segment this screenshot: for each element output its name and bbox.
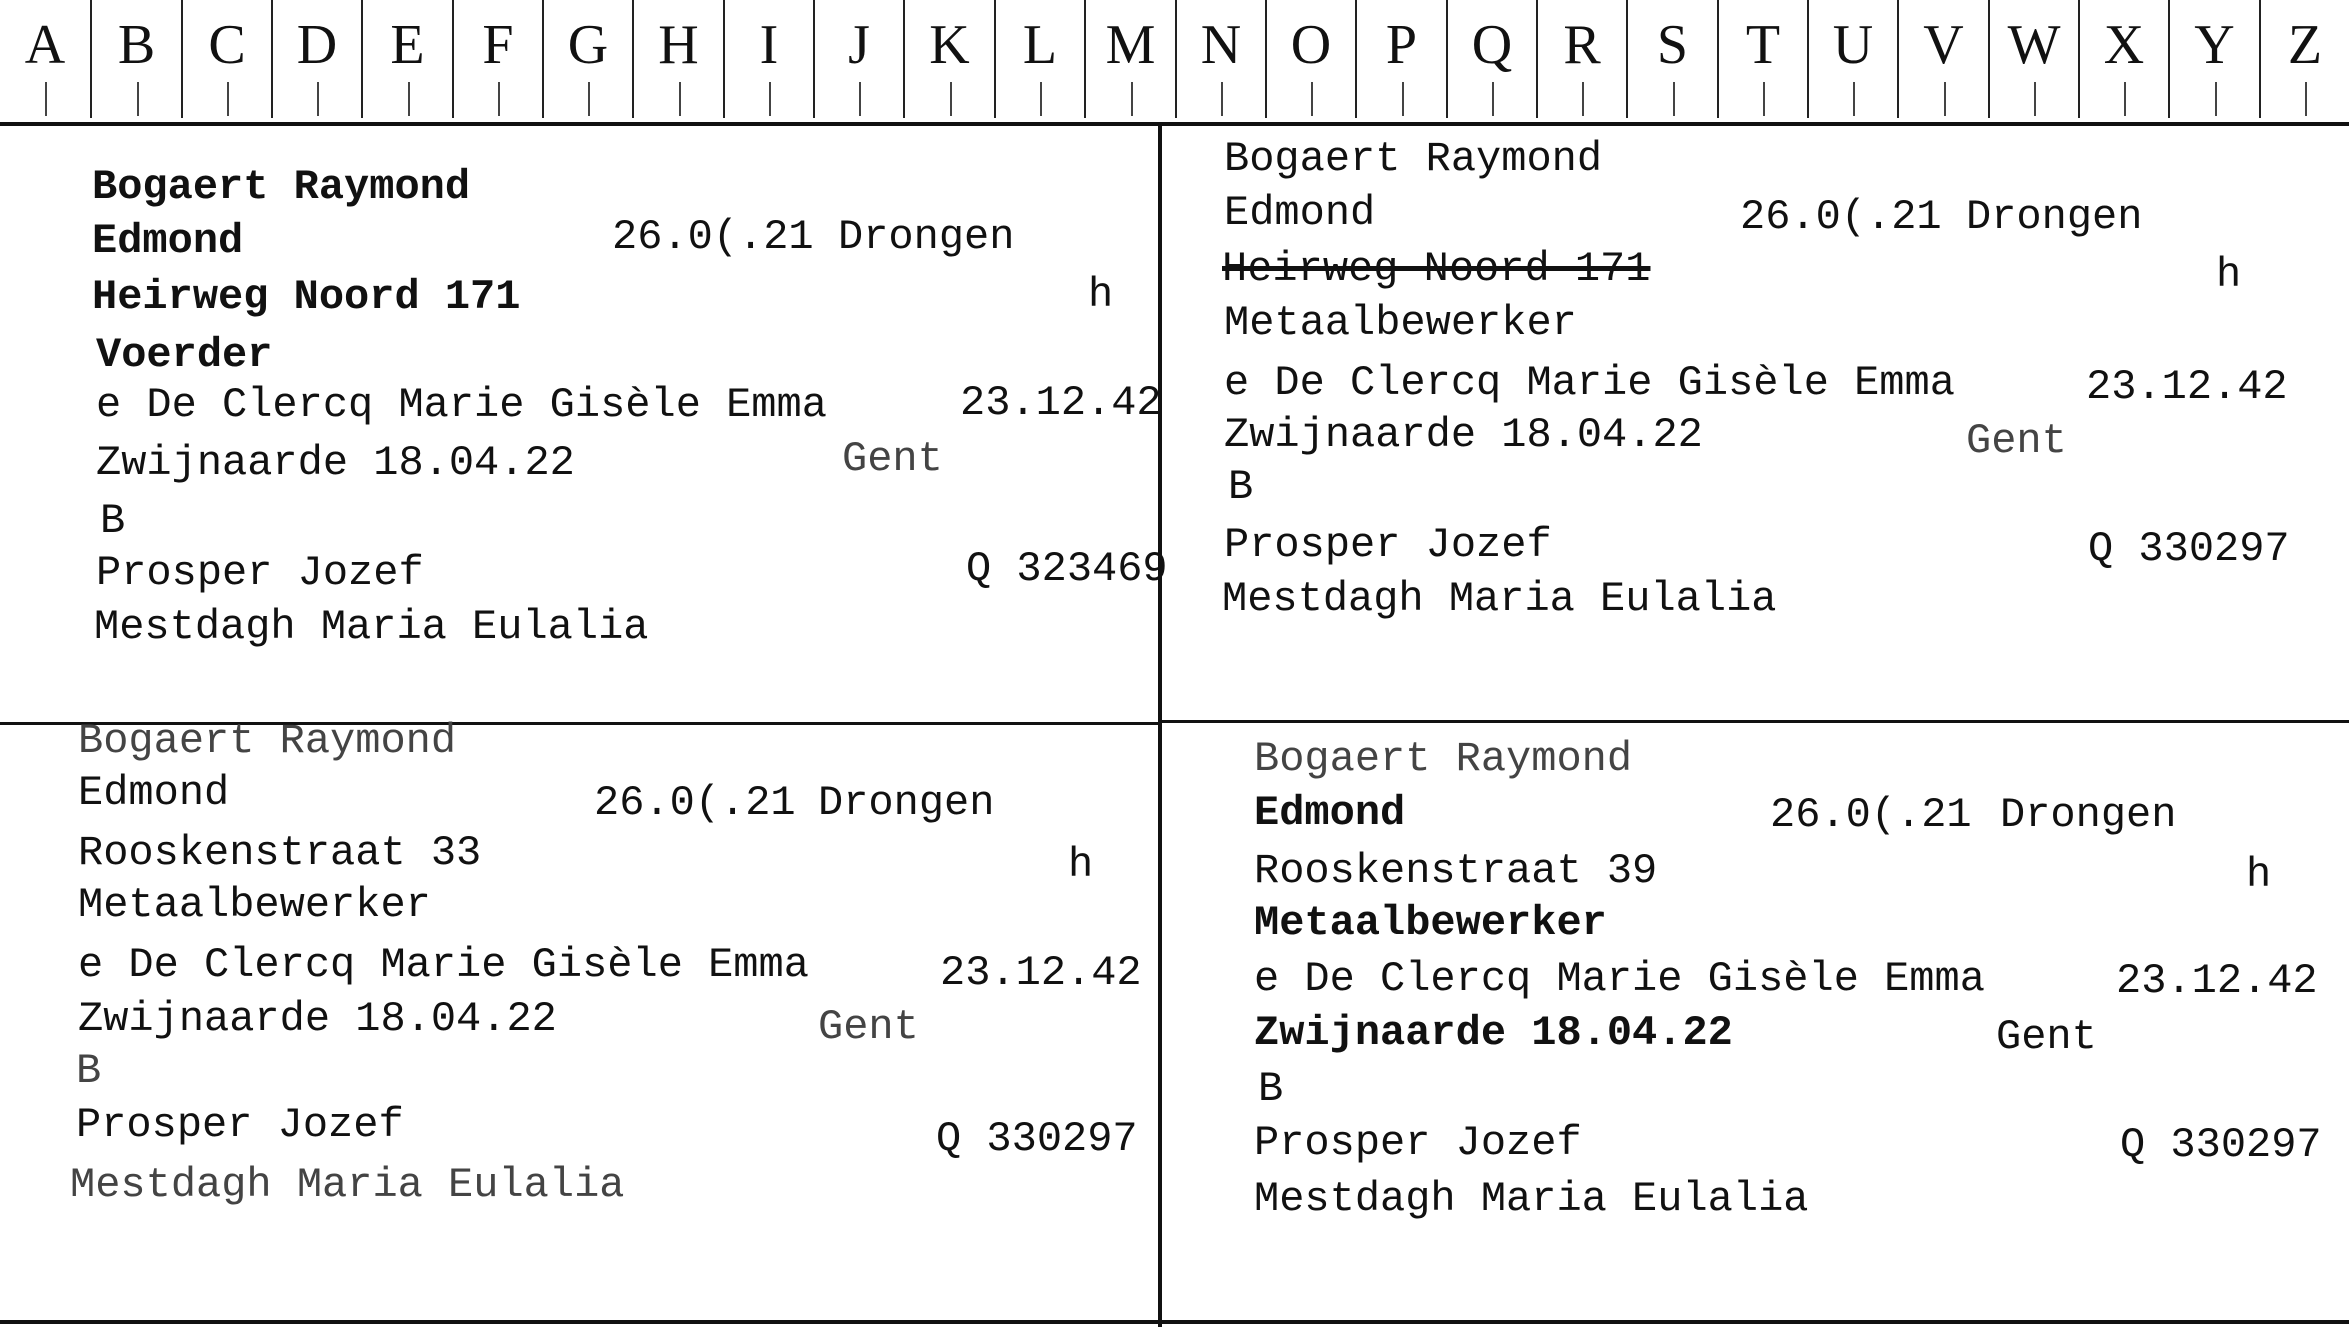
card-sex: h [1068,841,1094,889]
alphabet-tab-l [994,0,1084,118]
alphabet-tab-h [632,0,723,118]
alphabet-tick [950,82,952,116]
card-given-name: Edmond [92,217,244,265]
card-occupation: Metaalbewerker [1254,899,1607,947]
alphabet-letter: H [658,14,699,76]
alphabet-letter: X [2103,14,2145,76]
alphabet-letter: O [1290,14,1332,76]
alphabet-tick [2034,82,2036,116]
alphabet-letter: U [1832,14,1874,76]
alphabet-tick [1131,82,1133,116]
alphabet-tab-g [542,0,632,118]
card-birth-place: Drongen [818,779,995,827]
alphabet-tab-j [813,0,903,118]
alphabet-tab-d [271,0,361,118]
card-marriage-date: 23.12.42 [960,379,1162,427]
card-sex: h [2216,251,2242,299]
card-sex: h [2246,851,2272,899]
card-reference-number: Q 330297 [2120,1121,2322,1169]
card-birth-date: 26.0(.21 [1770,791,1972,839]
card-code: B [100,497,126,545]
alphabet-letter: P [1385,14,1418,76]
alphabet-tab-y [2168,0,2259,118]
alphabet-tick [498,82,500,116]
card-spouse-birth: Zwijnaarde 18.04.22 [1224,411,1703,459]
alphabet-tab-m [1084,0,1175,118]
card-marriage-place: Gent [818,1003,919,1051]
alphabet-tab-q [1446,0,1536,118]
alphabet-letter: A [24,14,66,76]
alphabet-tick [317,82,319,116]
alphabet-tab-z [2259,0,2349,118]
card-address: Rooskenstraat 33 [78,829,482,877]
alphabet-tab-a [0,0,90,118]
card-given-name: Edmond [1224,189,1376,237]
card-code: B [76,1047,102,1095]
card-birth-date: 26.0(.21 [612,213,814,261]
alphabet-tab-x [2078,0,2168,118]
card-reference-number: Q 323469 [966,545,1168,593]
alphabet-tab-p [1355,0,1446,118]
card-name: Bogaert Raymond [78,717,457,765]
alphabet-letter: S [1656,14,1689,76]
alphabet-tick [588,82,590,116]
card-address: Rooskenstraat 39 [1254,847,1658,895]
alphabet-tick [137,82,139,116]
alphabet-tab-e [361,0,452,118]
alphabet-letter: T [1745,14,1781,76]
alphabet-tick [1040,82,1042,116]
alphabet-tick [1853,82,1855,116]
card-spouse: e De Clercq Marie Gisèle Emma [96,381,827,429]
alphabet-tick [1221,82,1223,116]
alphabet-index-strip [0,0,2349,126]
card-birth-place: Drongen [1966,193,2143,241]
alphabet-tick [679,82,681,116]
card-birth-date: 26.0(.21 [1740,193,1942,241]
alphabet-tab-k [903,0,994,118]
alphabet-letter: R [1563,14,1601,76]
alphabet-tick [2215,82,2217,116]
alphabet-tick [45,82,47,116]
alphabet-tick [408,82,410,116]
card-spouse: e De Clercq Marie Gisèle Emma [78,941,809,989]
alphabet-tab-b [90,0,181,118]
alphabet-tab-c [181,0,271,118]
card-given-name: Edmond [1254,789,1406,837]
alphabet-letter: Q [1471,14,1513,76]
alphabet-tick [2124,82,2126,116]
alphabet-letter: E [390,14,425,76]
alphabet-tab-i [723,0,813,118]
alphabet-letter: N [1200,14,1242,76]
alphabet-tick [1582,82,1584,116]
card-father: Prosper Jozef [1224,521,1552,569]
alphabet-letter: D [296,14,338,76]
alphabet-tick [1402,82,1404,116]
alphabet-tick [859,82,861,116]
card-address: Heirweg Noord 171 [92,273,521,321]
alphabet-letter: B [117,14,156,76]
alphabet-letter: G [567,14,609,76]
card-address-struck: Heirweg Noord 171 [1222,245,1651,293]
alphabet-tick [1492,82,1494,116]
alphabet-tab-t [1717,0,1807,118]
card-reference-number: Q 330297 [936,1115,1138,1163]
card-mother: Mestdagh Maria Eulalia [1254,1175,1809,1223]
vertical-card-divider [1158,126,1162,1327]
alphabet-tab-u [1807,0,1897,118]
alphabet-tick [1944,82,1946,116]
alphabet-letter: M [1105,14,1156,76]
alphabet-tick [1673,82,1675,116]
card-marriage-date: 23.12.42 [940,949,1142,997]
card-name: Bogaert Raymond [92,163,471,211]
card-occupation: Metaalbewerker [1224,299,1577,347]
alphabet-letter: W [2007,14,2061,76]
card-occupation: Voerder [96,331,273,379]
card-marriage-place: Gent [842,435,943,483]
alphabet-letter: L [1022,14,1058,76]
alphabet-tab-r [1536,0,1626,118]
alphabet-letter: K [929,14,970,76]
alphabet-tick [1763,82,1765,116]
card-mother: Mestdagh Maria Eulalia [94,603,649,651]
card-occupation: Metaalbewerker [78,881,431,929]
card-sex: h [1088,271,1114,319]
card-mother: Mestdagh Maria Eulalia [1222,575,1777,623]
alphabet-letter: F [482,14,514,76]
alphabet-letter: Y [2194,14,2235,76]
bottom-edge-line [0,1320,2349,1324]
alphabet-letter: V [1923,14,1964,76]
alphabet-letter: Z [2287,14,2323,76]
card-spouse: e De Clercq Marie Gisèle Emma [1224,359,1955,407]
card-father: Prosper Jozef [1254,1119,1582,1167]
card-father: Prosper Jozef [96,549,424,597]
card-marriage-place: Gent [1996,1013,2097,1061]
alphabet-tab-f [452,0,542,118]
alphabet-tick [1311,82,1313,116]
alphabet-tab-s [1626,0,1717,118]
card-mother: Mestdagh Maria Eulalia [70,1161,625,1209]
alphabet-tab-o [1265,0,1355,118]
card-marriage-date: 23.12.42 [2116,957,2318,1005]
card-marriage-place: Gent [1966,417,2067,465]
alphabet-tick [227,82,229,116]
alphabet-letter: J [848,14,870,76]
card-code: B [1258,1065,1284,1113]
card-birth-place: Drongen [2000,791,2177,839]
alphabet-tab-v [1897,0,1988,118]
card-spouse-birth: Zwijnaarde 18.04.22 [78,995,557,1043]
card-birth-date: 26.0(.21 [594,779,796,827]
card-given-name: Edmond [78,769,230,817]
card-father: Prosper Jozef [76,1101,404,1149]
horizontal-card-divider-right [1162,720,2349,723]
card-birth-place: Drongen [838,213,1015,261]
alphabet-tab-w [1988,0,2078,118]
alphabet-tick [2305,82,2307,116]
card-reference-number: Q 330297 [2088,525,2290,573]
card-marriage-date: 23.12.42 [2086,363,2288,411]
card-code: B [1228,463,1254,511]
card-spouse: e De Clercq Marie Gisèle Emma [1254,955,1985,1003]
card-spouse-birth: Zwijnaarde 18.04.22 [96,439,575,487]
card-spouse-birth: Zwijnaarde 18.04.22 [1254,1009,1733,1057]
card-name: Bogaert Raymond [1254,735,1633,783]
card-name: Bogaert Raymond [1224,135,1603,183]
alphabet-tick [769,82,771,116]
alphabet-tab-n [1175,0,1265,118]
alphabet-letter: I [759,14,779,76]
alphabet-letter: C [208,14,246,76]
